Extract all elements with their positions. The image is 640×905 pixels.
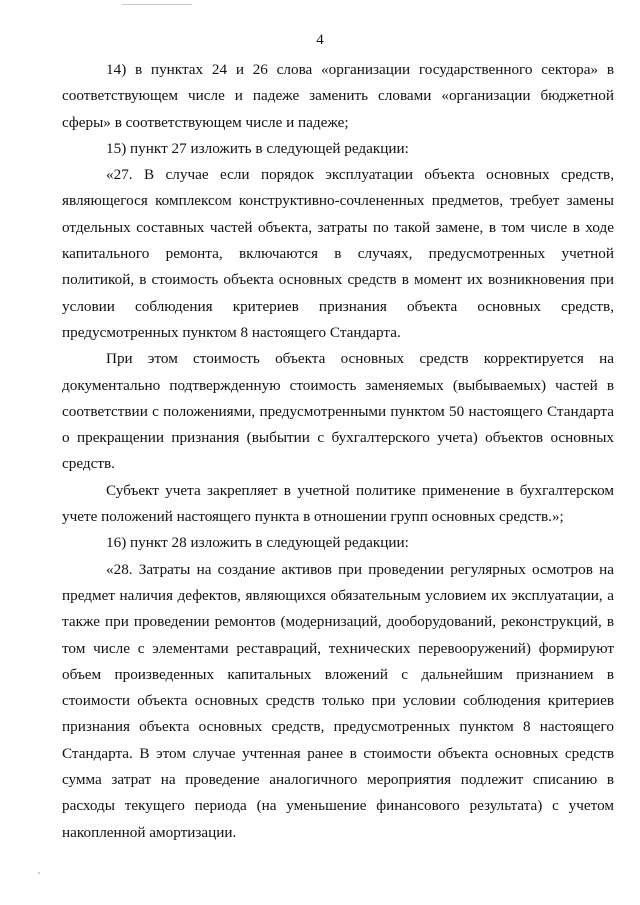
paragraph-clause-27-cost: При этом стоимость объекта основных средств корректируется на документально подтвержденную стоимость заменяемых (выбываемых) частей в соответствии с положениями, предусмотренными пунктом 50 настоящего Стандарта о прекращении признания (выбытии с бухгалтерского учета) объектов основных средств. [62,350,614,473]
paragraph-clause-28: «28. Затраты на создание активов при проведении регулярных осмотров на предмет наличия дефектов, являющихся обязательным условием их эксплуатации, а также при проведении ремонтов (модернизаций, дооборудований, реконструкций, в том числе с элементами реставраций, технических перевооружений) формируют объем произведенных капитальных вложений с дальнейшим признанием в стоимости объекта основных средств только при условии соблюдения критериев признания объекта основных средств, предусмотренных пунктом 8 настоящего Стандарта. В этом случае учтенная ранее в стоимости объекта основных средств сумма затрат на проведение аналогичного мероприятия подлежит списанию в расходы текущего периода (на уменьшение финансового результата) с учетом накопленной амортизации. [62,560,614,841]
paragraph-item-14: 14) в пунктах 24 и 26 слова «организации государственного сектора» в соответствующем числе и падеже заменить словами «организации бюджетной сферы» в соответствующем числе и падеже; [62,61,614,131]
document-body [62,57,614,846]
paragraph-clause-27: «27. В случае если порядок эксплуатации объекта основных средств, являющегося комплексом конструктивно-сочлененных предметов, требует замены отдельных составных частей объекта, затраты по такой замене, в том числе в ходе капитального ремонта, включаются в случаях, предусмотренных учетной политикой, в стоимость объекта основных средств в момент их возникновения при условии соблюдения критериев признания объекта основных средств, предусмотренных пунктом 8 настоящего Стандарта. [62,166,614,341]
scan-artifact-dot [38,872,40,874]
paragraph-item-16: 16) пункт 28 изложить в следующей редакции: [106,534,409,552]
page-number: 4 [316,32,324,48]
scan-artifact-line [122,4,192,5]
paragraph-clause-27-policy: Субъект учета закрепляет в учетной политике применение в бухгалтерском учете положений настоящего пункта в отношении групп основных средств.»; [62,481,614,526]
paragraph-item-15: 15) пункт 27 изложить в следующей редакции: [106,139,409,157]
